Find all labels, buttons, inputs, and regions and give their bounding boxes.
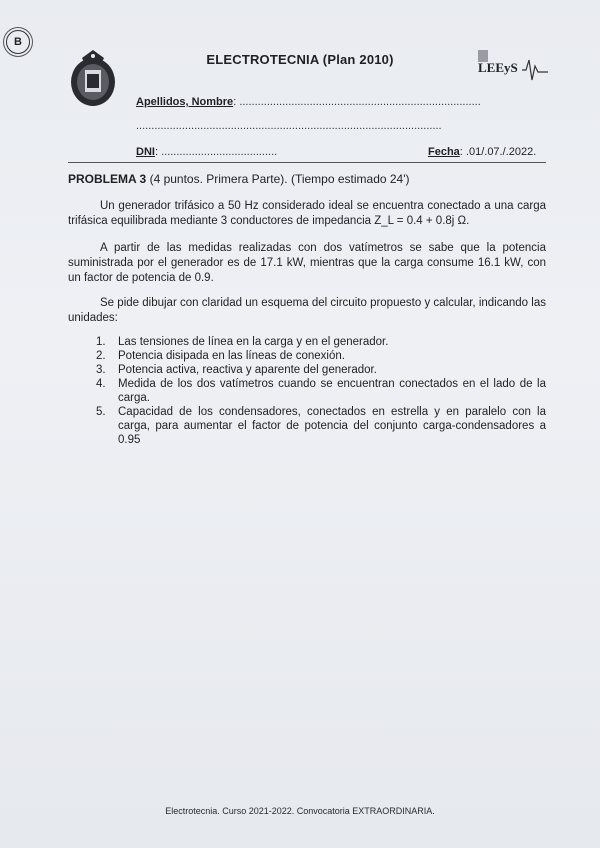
dni-colon: : bbox=[154, 146, 159, 158]
question-list bbox=[96, 335, 546, 447]
problem-heading bbox=[68, 172, 410, 186]
list-item: 4. Medida de los dos vatímetros cuando se encuentran conectados en el lado de la carga. bbox=[96, 378, 546, 404]
list-item: 5. Capacidad de los condensadores, conectados en estrella y en paralelo con la carga, para aumentar el factor de potencia del conjunto carga-condensadores a 0.95 bbox=[96, 406, 546, 446]
name-label: Apellidos, Nombre bbox=[136, 96, 234, 108]
name-input-line2[interactable]: .................................................................................................... bbox=[136, 120, 442, 132]
leeys-logo-text: LEEyS bbox=[478, 60, 518, 75]
paragraph-3: Se pide dibujar con claridad un esquema del circuito propuesto y calcular, indicando las unidades: bbox=[68, 297, 546, 324]
exam-title: ELECTROTECNIA (Plan 2010) bbox=[206, 52, 394, 67]
name-colon: : bbox=[233, 96, 237, 108]
list-item: 3. Potencia activa, reactiva y aparente del generador. bbox=[96, 364, 377, 376]
paragraph-2: A partir de las medidas realizadas con dos vatímetros se sabe que la potencia suministrada por el generador es de 17.1 kW, mientras que la carga consume 16.1 kW, con un factor de potencia de 0.9. bbox=[68, 242, 546, 284]
dni-input[interactable]: ...................................... bbox=[161, 146, 278, 158]
date-value: : .01/.07./.2022. bbox=[459, 146, 537, 158]
problem-subtitle: (4 puntos. Primera Parte). (Tiempo estimado 24') bbox=[146, 172, 410, 186]
name-input[interactable]: ............................................................................... bbox=[239, 96, 481, 108]
list-item: 2. Potencia disipada en las líneas de conexión. bbox=[96, 350, 345, 362]
dni-row bbox=[136, 146, 277, 158]
dni-label: DNI bbox=[136, 146, 155, 158]
name-row-2 bbox=[136, 120, 442, 132]
problem-title: PROBLEMA 3 bbox=[68, 172, 147, 186]
page-footer: Electrotecnia. Curso 2021-2022. Convocatoria EXTRAORDINARIA. bbox=[165, 806, 435, 816]
date-row bbox=[428, 146, 536, 158]
header-divider bbox=[68, 162, 546, 163]
paragraph-1: Un generador trifásico a 50 Hz considerado ideal se encuentra conectado a una carga trifásica equilibrada mediante 3 conductores de impedancia Z_L = 0.4 + 0.8j Ω. bbox=[68, 200, 546, 227]
date-label: Fecha bbox=[428, 146, 460, 158]
version-badge: B bbox=[6, 30, 30, 54]
name-row bbox=[136, 96, 481, 108]
list-item: 1. Las tensiones de línea en la carga y en el generador. bbox=[96, 336, 389, 348]
